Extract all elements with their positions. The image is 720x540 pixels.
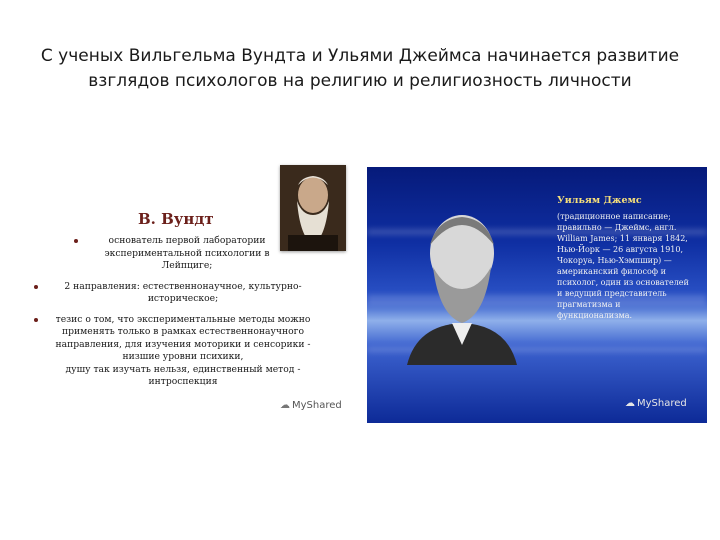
wundt-name: В. Вундт	[138, 210, 214, 228]
bio-line: функционализма.	[557, 311, 633, 320]
page-title	[30, 44, 690, 94]
bio-line: и ведущий представитель	[557, 289, 667, 298]
wundt-bullet	[34, 281, 324, 306]
bullet-line: интроспекция	[148, 376, 218, 387]
bullet-line: низшие уровни психики,	[122, 351, 244, 362]
bio-line: прагматизма и	[557, 300, 621, 309]
cloud-icon: ☁	[280, 400, 290, 411]
myshared-logo	[625, 398, 687, 409]
logo-text: MyShared	[637, 398, 687, 409]
bio-line: Нью-Йорк — 26 августа 1910,	[557, 245, 684, 254]
james-slide-image	[367, 167, 707, 423]
title-line-2: взглядов психологов на религию и религиозность личности	[88, 71, 632, 91]
james-portrait	[397, 205, 527, 365]
myshared-logo	[280, 400, 342, 411]
james-bio	[557, 211, 697, 321]
james-name: Уильям Джемс	[557, 195, 642, 206]
bio-line: (традиционное написание;	[557, 212, 671, 221]
wundt-bullet-list	[34, 235, 324, 397]
bullet-dot	[34, 285, 38, 289]
bullet-line: 2 направления: естественнонаучное, культурно-	[64, 280, 302, 292]
bullet-line: применять только в рамках естественнонаучного	[61, 326, 304, 337]
logo-text: MyShared	[292, 400, 342, 411]
bullet-line: тезис о том, что экспериментальные методы можно	[55, 313, 311, 325]
bullet-line: историческое;	[147, 293, 219, 304]
bio-line: William James; 11 января 1842,	[557, 234, 688, 243]
title-line-1: С ученых Вильгельма Вундта и Ульями Джеймса начинается развитие	[40, 46, 680, 66]
bullet-dot	[34, 318, 38, 322]
wundt-bullet	[74, 235, 292, 273]
bullet-line: экспериментальной психологии в Лейпциге;	[104, 247, 270, 271]
bio-line: американский философ и	[557, 267, 666, 276]
bullet-line: основатель первой лаборатории	[108, 235, 266, 246]
wundt-bullet	[34, 314, 324, 389]
bio-line: правильно — Джеймс, англ.	[557, 223, 677, 232]
wundt-slide-image	[28, 163, 348, 425]
cloud-icon: ☁	[625, 398, 635, 409]
bullet-line: душу так изучать нельзя, единственный метод -	[65, 363, 301, 375]
bullet-line: направления, для изучения моторики и сенсорики -	[55, 338, 311, 350]
bio-line: Чокоруа, Нью-Хэмпшир) —	[557, 256, 672, 265]
bullet-dot	[74, 239, 78, 243]
bio-line: психолог, один из основателей	[557, 278, 689, 287]
